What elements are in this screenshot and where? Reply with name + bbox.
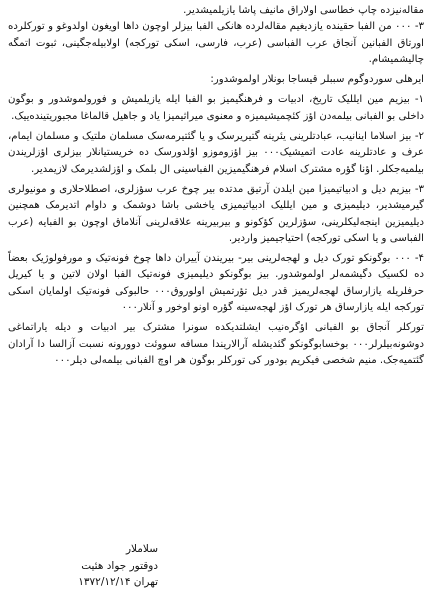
paragraph-conclusion: تورکلر آنجاق بو الفبانی اؤگره‌نیب ایشلتدیکده سونرا مشترک بیر ادبیات و دیله یاراتماغی دوشونه‌بیلرلر۰۰۰ بوخسابوگونکو گئدیشله آرالاریندا مسافه سووئت دوورونه نسبت آزالسا دا آرادان گئتمیه‌جک. منیم شخصی فیکریم بودور کی تورکلر بوگون هر اوچ الفبانی بیلمه‌لی دیلر۰۰۰: [8, 322, 424, 366]
paragraph-point-3-header: ۳- ۰۰۰ من الفبا حقینده یازدیغیم مقاله‌لرده هانکی الفبا بیزلر اوچون داها اویغون اولدوغو و تورکلرده اورتاق الفبانین آنجاق عرب الفباسی (عرب، فارسی، اسکی تورکجه) اولابیله‌جگینی، ثبوت اتمگه چالیشمیشام.: [8, 21, 424, 65]
signature-closing: سلاملار: [125, 543, 158, 555]
signature-block: [18, 541, 158, 591]
paragraph-reason-2: ۲- بیز اسلاما اینانیب، عبادتلرینی یئرینه گتیریرسک و یا گئتیرمه‌سک مسلمان ملتیک و مسلمان ایمام، عرف و عادتلرینه عادت اتمیشیک۰۰۰ بیز اؤزوموزو اؤلدورسک ده خریستیانلار بیزلری اؤزلریندن بیلمیه‌جکلر. اؤنا گؤره مشترک اسلام فرهنگیمیزین الفباسینی ال بلمک و اؤزلشدیرمک لازیمدیر.: [8, 131, 424, 175]
paragraph-reasons-lead: ایرهلی سوردوگوم سببلر قیساجا بونلار اولموشدور:: [210, 74, 424, 86]
signature-name: دوقتور جواد هئیت: [81, 559, 158, 572]
paragraph-reason-1: ۱- بیزیم مین ایللیک تاریخ، ادبیات و فرهنگیمیز بو الفبا ایله یازیلمیش و فورولموشدور و بوگون داخلی بو الفبانی بیلمه‌دن اؤز کئچمیشیمیزه و معنوی میراثیمیزا یاد و جاهیل قالماغا مجبوریتینده‌ییک.: [8, 94, 424, 122]
paragraph-intro: مقاله‌نیزده چاپ خطاسی اولاراق مانیف پاشا یازیلمیشدیر.: [183, 5, 424, 16]
paragraph-reason-3: ۳- بیزیم دیل و ادبیاتیمیزا مین ایلدن آرتیق مدتده بیر چوخ عرب سؤزلری، اصطلاحلاری و مونیولری گیرمیشدیر، دیلیمیزی و مین ایللیک ادبیاتیمیزی یاخشی باشا دوشمک و داوام اتدیرمک همچنین دیلیمیزین اینجه‌لیکلرینی، سؤزلرین کؤکونو و بیربیرینه علاقه‌لرینی آنلاماق اوچون بو الفبایه (عرب الفباسی و یا اسکی تورکجه) احتیاجیمیز واردیر.: [8, 183, 424, 244]
signature-place-date: تهران ۱۳۷۲/۱۲/۱۴: [78, 576, 158, 588]
paragraph-reason-4: ۴- ۰۰۰ بوگونکو تورک دیل و لهجه‌لرینی بیر- بیریندن آییران داها چوخ فونه‌تیک و مورفولوژیک بعضاً ده لکسیک دگیشمه‌لر اولموشدور. بیز بوگونکو دیلیمیزی فونه‌تیک الفبا اولان لاتین و یا کیریل حرفلریله یازارساق لهجه‌لریمیز قدر دیل تؤرتمیش اولوروق۰۰۰ حالبوکی فونه‌تیک اولمایان اسکی تورکجه ایله یازارساق هر تورک اؤز لهجه‌سینه گؤره اونو اوخور و آنلار۰۰۰: [8, 253, 424, 314]
